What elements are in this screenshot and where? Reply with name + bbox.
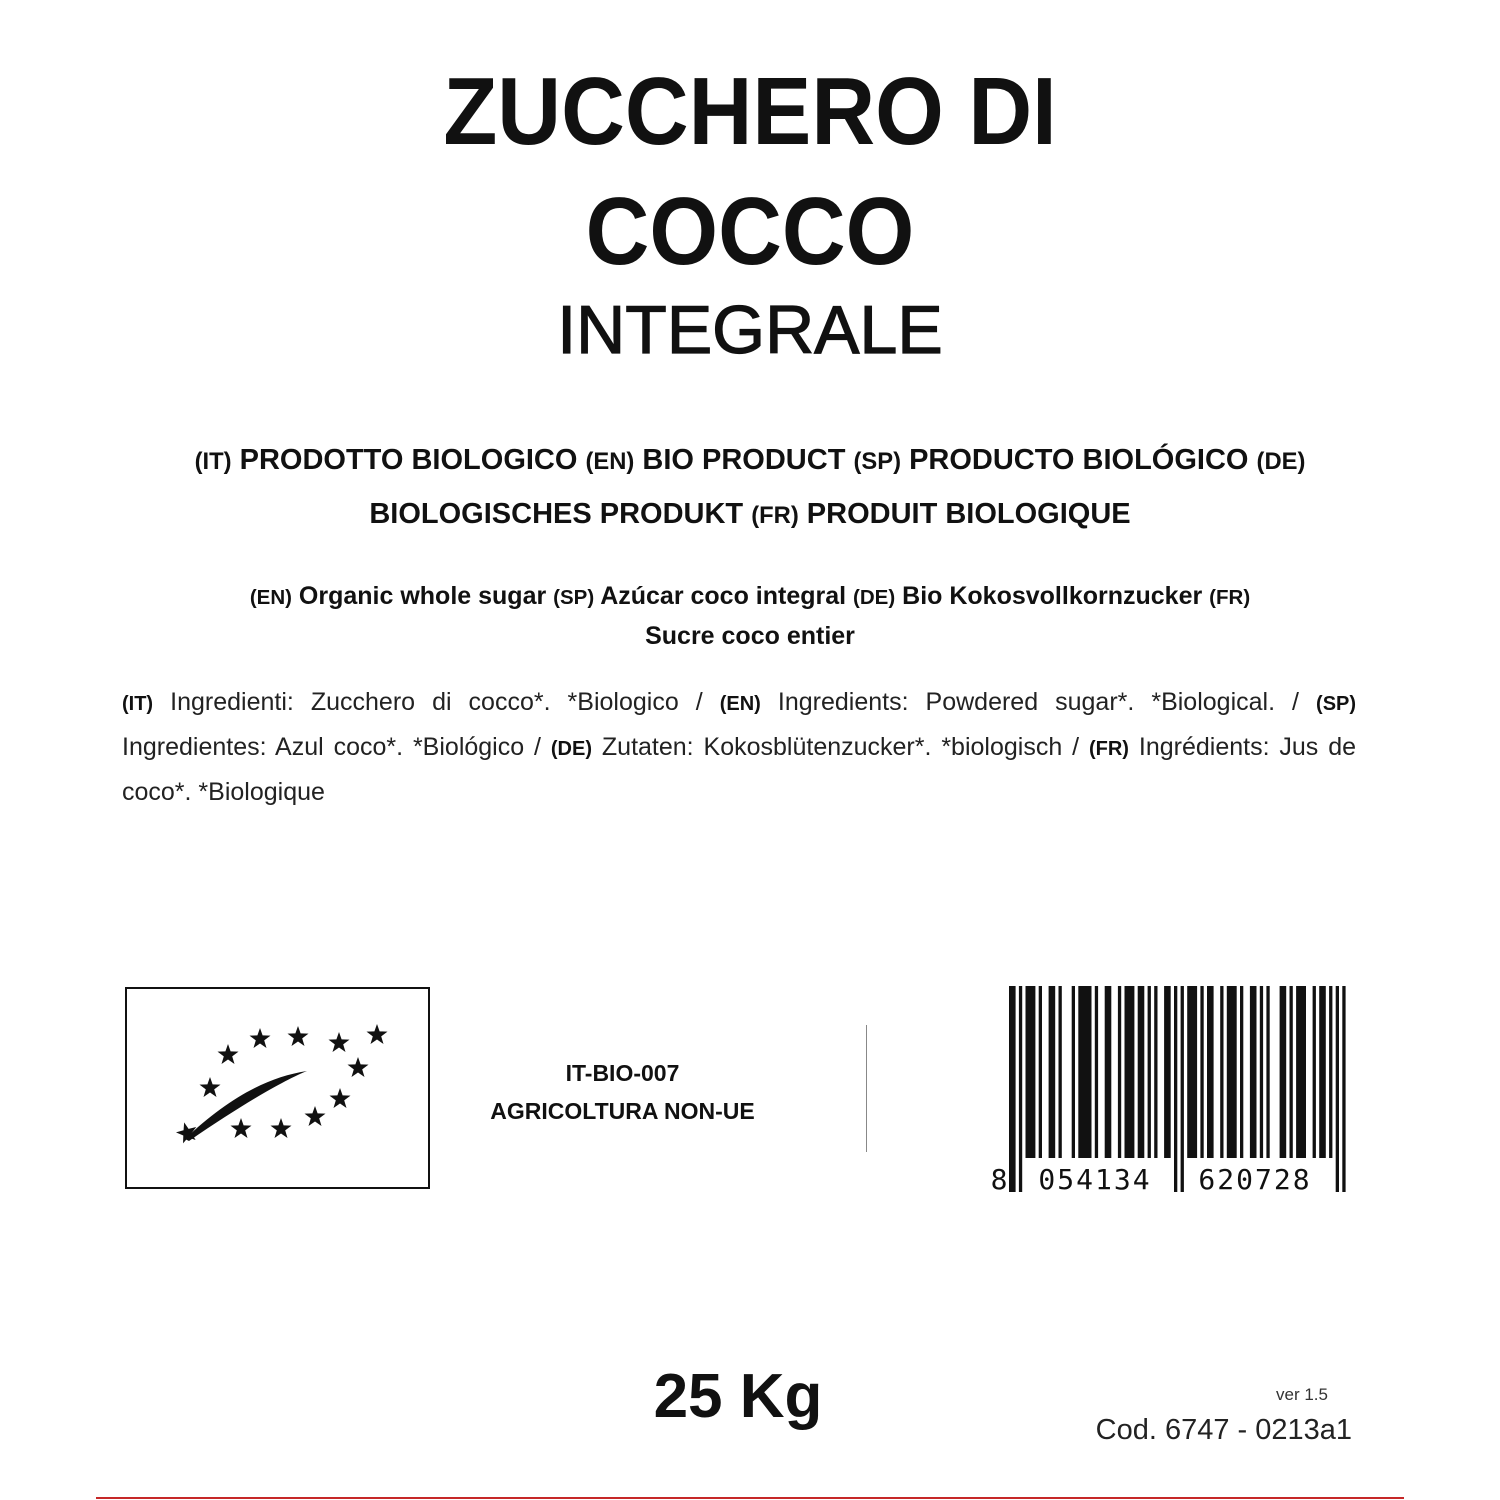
barcode-bar — [1154, 986, 1157, 1158]
lang-code: (DE) — [550, 738, 592, 760]
bio-product-statement — [120, 434, 1380, 542]
lang-code: (IT) — [122, 693, 154, 715]
barcode-bar — [1200, 986, 1203, 1158]
lang-code: (EN) — [585, 448, 635, 475]
barcode-digit-first: 8 — [990, 1163, 1008, 1196]
net-weight: 25 Kg — [653, 1362, 823, 1431]
barcode-bar — [1009, 986, 1016, 1192]
lang-code: (FR) — [751, 502, 799, 529]
barcode-bar — [1313, 986, 1316, 1158]
barcode-bar — [1026, 986, 1036, 1158]
barcode-bar — [1296, 986, 1306, 1158]
product-name-text: Organic whole sugar — [298, 582, 547, 610]
ingredients-text: Ingredientes: Azul coco*. *Biológico / — [122, 733, 541, 761]
barcode-bar — [1187, 986, 1197, 1158]
barcode-bar — [1095, 986, 1098, 1158]
version-label: ver 1.5 — [1276, 1385, 1328, 1404]
ingredients-list — [122, 681, 1356, 814]
barcode-bar — [1019, 986, 1022, 1192]
barcode-bar — [1260, 986, 1263, 1158]
title-subtitle: INTEGRALE — [557, 292, 943, 368]
eu-organic-leaf-graphic — [127, 989, 428, 1187]
barcode-bar — [1319, 986, 1326, 1158]
lang-code: (DE) — [1256, 448, 1306, 475]
lang-code: (SP) — [853, 448, 901, 475]
certification-code: IT-BIO-007 — [565, 1060, 680, 1086]
barcode-bar — [1342, 986, 1345, 1192]
vertical-divider — [866, 1025, 867, 1152]
eu-organic-leaf-icon — [125, 987, 430, 1189]
barcode-bar — [1220, 986, 1223, 1158]
product-name-text: Sucre coco entier — [645, 622, 855, 650]
ingredients-text: Zutaten: Kokosblütenzucker*. *biologisch / — [601, 733, 1080, 761]
barcode-bar — [1118, 986, 1121, 1158]
lang-code: (EN) — [249, 586, 292, 609]
lang-code: (FR) — [1209, 586, 1251, 609]
lang-code: (EN) — [719, 693, 761, 715]
leaf-stroke — [185, 1071, 307, 1141]
barcode-bar — [1227, 986, 1237, 1158]
product-code: Cod. 6747 - 0213a1 — [1095, 1414, 1352, 1446]
barcode-bar — [1329, 986, 1332, 1158]
barcode-digits-right: 620728 — [1198, 1163, 1312, 1196]
lang-code: (SP) — [553, 586, 595, 609]
barcode-bar — [1105, 986, 1112, 1158]
barcode-icon — [985, 986, 1353, 1196]
barcode-digits-left: 054134 — [1038, 1163, 1152, 1196]
barcode-bar — [1266, 986, 1269, 1158]
barcode-bar — [1174, 986, 1177, 1192]
barcode-bar — [1039, 986, 1042, 1158]
barcode-bar — [1336, 986, 1339, 1192]
barcode-bar — [1072, 986, 1075, 1158]
certification-origin: AGRICOLTURA NON-UE — [490, 1098, 755, 1124]
lang-code: (FR) — [1088, 738, 1129, 760]
barcode-bar — [1148, 986, 1151, 1158]
bio-product-text: PRODUIT BIOLOGIQUE — [806, 498, 1131, 530]
ingredients-text: Ingredienti: Zucchero di cocco*. *Biologico / — [170, 688, 703, 716]
bio-product-text: PRODOTTO BIOLOGICO — [239, 444, 578, 476]
bottom-rule — [96, 1497, 1404, 1499]
bio-product-text: BIO PRODUCT — [642, 444, 846, 476]
ingredients-text: Ingrédients: Jus de coco*. *Biologique — [122, 733, 1357, 806]
barcode-bar — [1181, 986, 1184, 1192]
bio-product-text: BIOLOGISCHES PRODUKT — [369, 498, 744, 530]
barcode-bar — [1207, 986, 1214, 1158]
certification-block — [470, 1054, 775, 1130]
lang-code: (SP) — [1316, 693, 1357, 715]
title-line-2: COCCO — [585, 178, 915, 285]
bio-product-text: PRODUCTO BIOLÓGICO — [909, 444, 1249, 476]
lang-code: (IT) — [194, 448, 232, 475]
barcode-bar — [1125, 986, 1135, 1158]
ingredients-text: Ingredients: Powdered sugar*. *Biological. / — [777, 688, 1299, 716]
barcode-bar — [1049, 986, 1056, 1158]
barcode-graphic — [985, 986, 1353, 1196]
product-name-translations — [120, 577, 1380, 656]
product-name-text: Azúcar coco integral — [600, 582, 847, 610]
barcode-bar — [1078, 986, 1091, 1158]
title-line-1: ZUCCHERO DI — [443, 58, 1057, 165]
barcode-bar — [1250, 986, 1257, 1158]
lang-code: (DE) — [853, 586, 896, 609]
barcode-bar — [1280, 986, 1287, 1158]
barcode-bar — [1138, 986, 1145, 1158]
barcode-bar — [1290, 986, 1293, 1158]
barcode-bar — [1164, 986, 1171, 1158]
product-name-text: Bio Kokosvollkornzucker — [902, 582, 1203, 610]
barcode-bar — [1240, 986, 1243, 1158]
barcode-bar — [1059, 986, 1062, 1158]
barcode-bars — [1009, 986, 1346, 1192]
